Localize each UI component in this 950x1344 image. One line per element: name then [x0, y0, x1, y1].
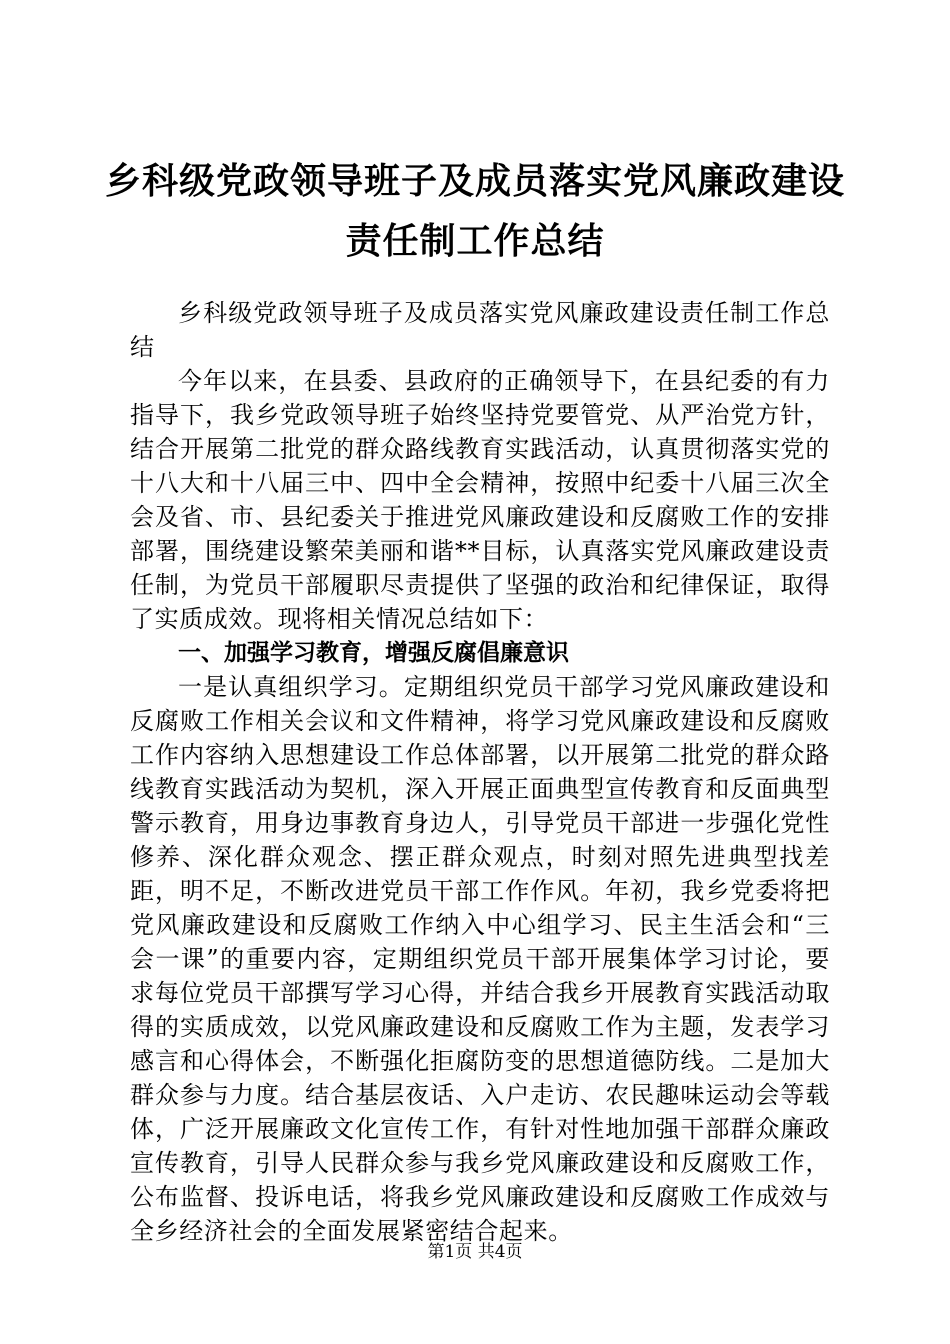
subtitle-paragraph: 乡科级党政领导班子及成员落实党风廉政建设责任制工作总结 — [130, 299, 830, 361]
document-title-line-1: 乡科级党政领导班子及成员落实党风廉政建设 — [104, 161, 845, 202]
section-heading: 一、加强学习教育，增强反腐倡廉意识 — [178, 640, 569, 666]
document-body — [130, 296, 830, 1248]
page-number: 第1页 共4页 — [427, 1242, 523, 1262]
intro-paragraph: 今年以来，在县委、县政府的正确领导下，在县纪委的有力指导下，我乡党政领导班子始终坚持党要管党、从严治党方针，结合开展第二批党的群众路线教育实践活动，认真贯彻落实党的十八大和十八届三中、四中全会精神，按照中纪委十八届三次全会及省、市、县纪委关于推进党风廉政建设和反腐败工作的安排部署，围绕建设繁荣美丽和谐**目标，认真落实党风廉政建设责任制，为党员干部履职尽责提供了坚强的政治和纪律保证，取得了实质成效。现将相关情况总结如下： — [130, 367, 830, 633]
document-title-line-2: 责任制工作总结 — [345, 221, 605, 262]
section-paragraph: 一是认真组织学习。定期组织党员干部学习党风廉政建设和反腐败工作相关会议和文件精神，将学习党风廉政建设和反腐败工作内容纳入思想建设工作总体部署，以开展第二批党的群众路线教育实践活动为契机，深入开展正面典型宣传教育和反面典型警示教育，用身边事教育身边人，引导党员干部进一步强化党性修养、深化群众观念、摆正群众观点，时刻对照先进典型找差距，明不足，不断改进党员干部工作作风。年初，我乡党委将把党风廉政建设和反腐败工作纳入中心组学习、民主生活会和“三会一课”的重要内容，定期组织党员干部开展集体学习讨论，要求每位党员干部撰写学习心得，并结合我乡开展教育实践活动取得的实质成效，以党风廉政建设和反腐败工作为主题，发表学习感言和心得体会，不断强化拒腐防变的思想道德防线。二是加大群众参与力度。结合基层夜话、入户走访、农民趣味运动会等载体，广泛开展廉政文化宣传工作，有针对性地加强干部群众廉政宣传教育，引导人民群众参与我乡党风廉政建设和反腐败工作，公布监督、投诉电话，将我乡党风廉政建设和反腐败工作成效与全乡经济社会的全面发展紧密结合起来。 — [130, 673, 830, 1245]
